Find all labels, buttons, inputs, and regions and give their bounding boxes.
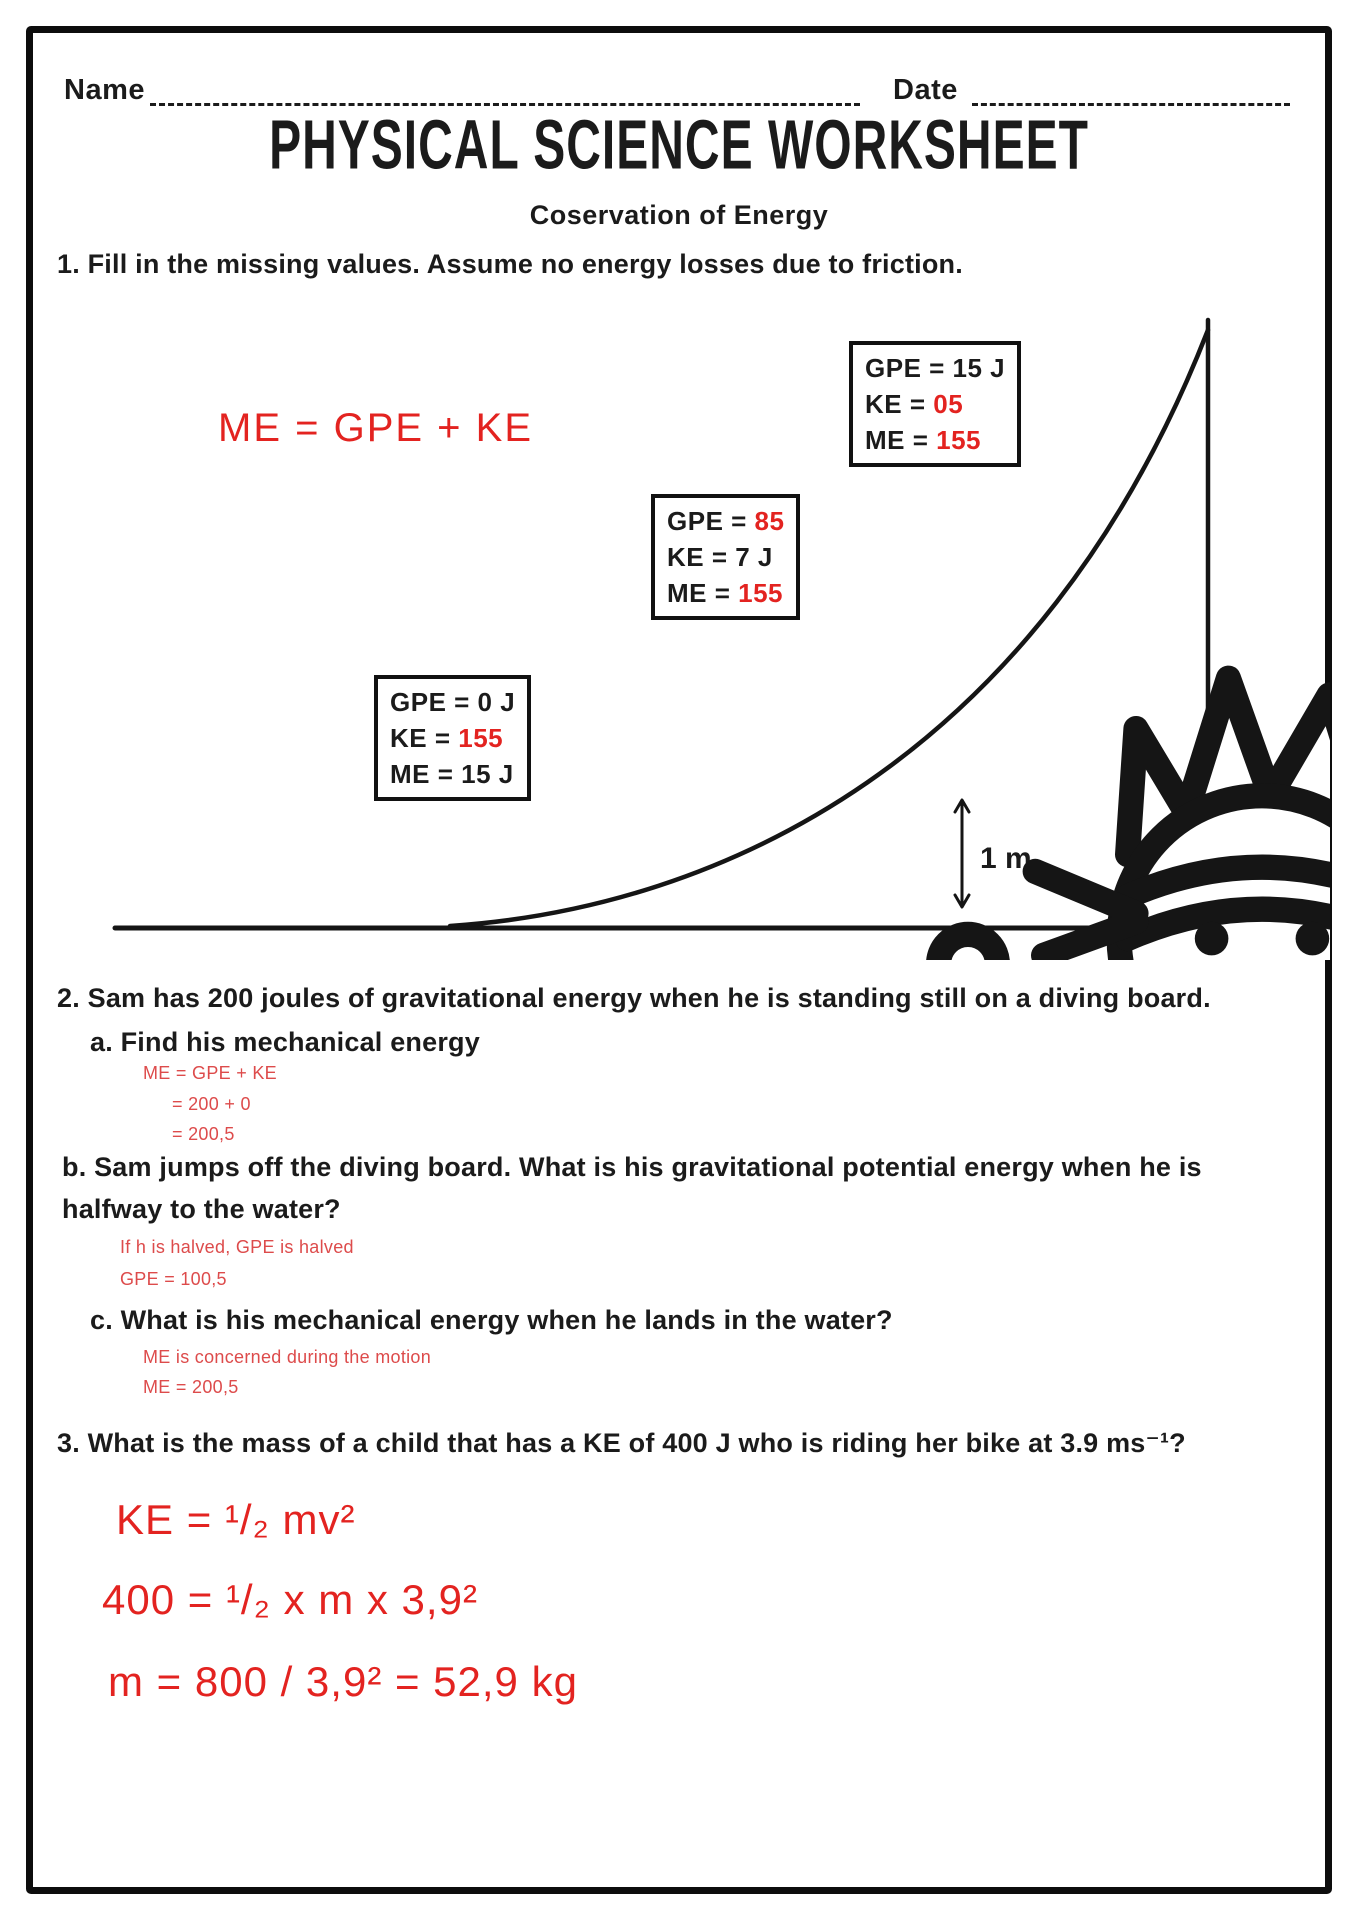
energy-formula: ME = GPE + KE — [218, 406, 534, 450]
page-title: PHYSICAL SCIENCE WORKSHEET — [269, 107, 1089, 185]
question-2c-text: c. What is his mechanical energy when he lands in the water? — [90, 1305, 893, 1335]
box-row: ME = 155 — [865, 425, 982, 455]
question-2-text: 2. Sam has 200 joules of gravitational energy when he is standing still on a diving board. — [57, 983, 1211, 1013]
q2b-work-line: GPE = 100,5 — [120, 1269, 227, 1289]
box-row: GPE = 85 — [667, 506, 785, 536]
height-arrow — [955, 800, 969, 907]
question-2b-line2: halfway to the water? — [62, 1194, 341, 1224]
question-3-text: 3. What is the mass of a child that has a KE of 400 J who is riding her bike at 3.9 ms⁻¹? — [57, 1428, 1186, 1458]
name-label: Name — [64, 74, 145, 106]
energy-box-middle — [651, 494, 800, 620]
box-row: KE = 155 — [390, 723, 504, 753]
page-subtitle: Coservation of Energy — [529, 200, 829, 230]
q3-work-line: 400 = ¹/₂ x m x 3,9² — [102, 1576, 478, 1623]
q2a-work-line: ME = GPE + KE — [143, 1063, 277, 1083]
box-row: KE = 05 — [865, 389, 964, 419]
box-row: ME = 15 J — [390, 759, 514, 789]
box-row: ME = 155 — [667, 578, 784, 608]
box-row: GPE = 0 J — [390, 687, 516, 717]
date-label: Date — [893, 74, 958, 106]
energy-box-bottom — [374, 675, 531, 801]
q2a-work-line: = 200,5 — [172, 1124, 235, 1144]
question-1-text: 1. Fill in the missing values. Assume no energy losses due to friction. — [57, 249, 963, 279]
height-label: 1 m — [980, 842, 1032, 875]
energy-box-top — [849, 341, 1021, 467]
question-2b-line1: b. Sam jumps off the diving board. What is his gravitational potential energy when he is — [62, 1152, 1202, 1182]
ramp-curve — [450, 330, 1208, 926]
q3-work-line: KE = ¹/₂ mv² — [116, 1496, 356, 1543]
skater-bottom — [825, 678, 1330, 960]
box-row: KE = 7 J — [667, 542, 773, 572]
q3-work-line: m = 800 / 3,9² = 52,9 kg — [108, 1658, 578, 1705]
q2c-work-line: ME is concerned during the motion — [143, 1347, 432, 1367]
q2c-work-line: ME = 200,5 — [143, 1377, 239, 1397]
q2b-work-line: If h is halved, GPE is halved — [120, 1237, 354, 1257]
q2a-work-line: = 200 + 0 — [172, 1094, 251, 1114]
box-row: GPE = 15 J — [865, 353, 1006, 383]
question-2a-text: a. Find his mechanical energy — [90, 1027, 480, 1057]
